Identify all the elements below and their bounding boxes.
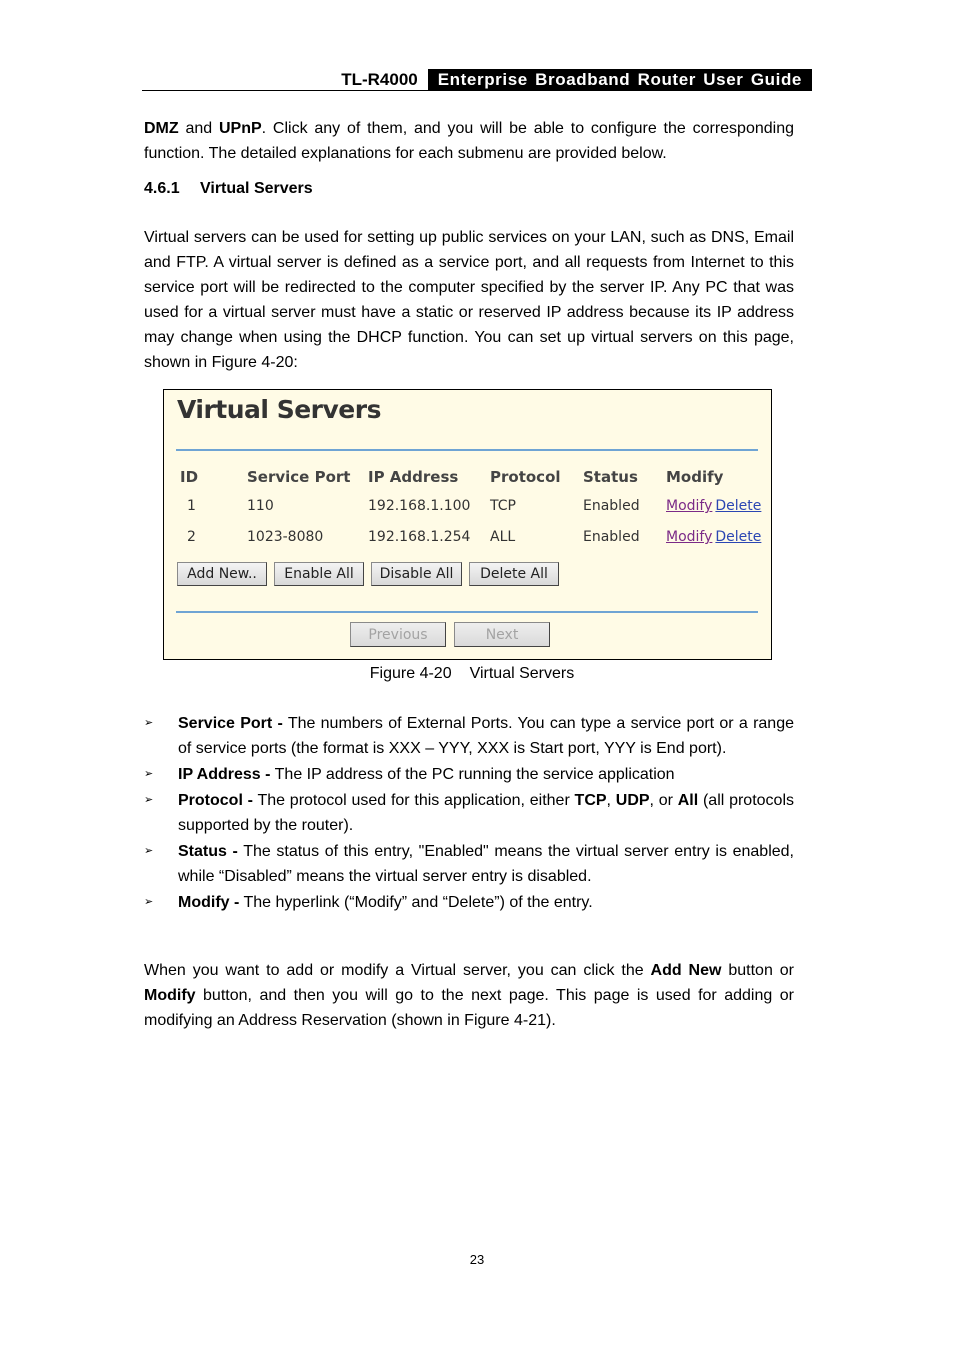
list-item-modify — [144, 890, 794, 915]
row-2-protocol: ALL — [490, 529, 516, 545]
intro-upnp: UPnP — [218, 120, 262, 137]
term-modify: Modify - — [178, 894, 240, 911]
intro-dmz: DMZ — [144, 120, 179, 137]
top-divider — [176, 449, 758, 451]
row-2-modify-link[interactable]: Modify — [666, 529, 713, 545]
intro-rest: . Click any of them, and you will be able to configure the corresponding function. The detailed explanations for each submenu are provided below. — [144, 120, 794, 162]
intro-paragraph — [144, 116, 794, 166]
row-1-id: 1 — [187, 498, 196, 514]
row-1-protocol: TCP — [490, 498, 516, 514]
desc-protocol-part2: (all protocols supported by the router). — [178, 792, 794, 834]
row-2-status: Enabled — [583, 529, 640, 545]
term-ip-address: IP Address - — [178, 766, 271, 783]
header-guide-title: Enterprise Broadband Router User Guide — [428, 69, 812, 90]
protocol-or: , or — [649, 792, 678, 809]
row-2-id: 2 — [187, 529, 196, 545]
bottom-divider — [176, 611, 758, 613]
column-header-id: ID — [180, 468, 199, 486]
column-header-service-port: Service Port — [247, 468, 351, 486]
caption-label: Figure 4-20 — [369, 665, 452, 682]
closing-part2: button or — [721, 962, 794, 979]
term-protocol: Protocol - — [178, 792, 253, 809]
closing-paragraph — [144, 958, 794, 1033]
next-button[interactable]: Next — [454, 622, 550, 647]
column-header-ip-address: IP Address — [368, 468, 459, 486]
row-1-ip-address: 192.168.1.100 — [368, 498, 471, 514]
row-2-delete-link[interactable]: Delete — [715, 529, 762, 545]
disable-all-button[interactable]: Disable All — [371, 562, 462, 586]
bullet-arrow-icon: ➢ — [144, 845, 154, 857]
bullet-arrow-icon: ➢ — [144, 794, 154, 806]
row-2-ip-address: 192.168.1.254 — [368, 529, 471, 545]
figure-caption — [0, 665, 944, 683]
section-title: Virtual Servers — [200, 180, 313, 197]
caption-title: Virtual Servers — [469, 665, 575, 682]
list-item-service-port — [144, 711, 794, 761]
bullet-arrow-icon: ➢ — [144, 717, 154, 729]
desc-status: The status of this entry, "Enabled" means the virtual server entry is enabled, while “Disabled” means the virtual server entry is disabled. — [178, 843, 795, 885]
section-heading — [144, 180, 313, 198]
row-1-status: Enabled — [583, 498, 640, 514]
row-1-modify-link[interactable]: Modify — [666, 498, 713, 514]
desc-modify: The hyperlink (“Modify” and “Delete”) of the entry. — [239, 894, 593, 911]
virtual-servers-screenshot — [163, 389, 772, 660]
header-model: TL-R4000 — [341, 70, 418, 89]
closing-part3: button, and then you will go to the next page. This page is used for adding or modifying an Address Reservation (shown in Figure 4-21). — [144, 987, 794, 1029]
row-1-actions — [666, 498, 761, 514]
intro-and: and — [178, 120, 219, 137]
row-1-service-port: 110 — [247, 498, 274, 514]
field-descriptions-list — [144, 711, 794, 916]
closing-part1: When you want to add or modify a Virtual server, you can click the — [144, 962, 651, 979]
column-header-modify: Modify — [666, 468, 724, 486]
desc-protocol-part1: The protocol used for this application, either — [252, 792, 575, 809]
list-item-protocol — [144, 788, 794, 838]
row-1-delete-link[interactable]: Delete — [715, 498, 762, 514]
virtual-servers-title: Virtual Servers — [177, 395, 381, 424]
protocol-tcp: TCP — [574, 792, 607, 809]
list-item-status — [144, 839, 794, 889]
protocol-comma: , — [606, 792, 616, 809]
protocol-all: All — [677, 792, 699, 809]
closing-add-new: Add New — [650, 962, 722, 979]
previous-button[interactable]: Previous — [350, 622, 446, 647]
column-header-status: Status — [583, 468, 638, 486]
row-2-actions — [666, 529, 761, 545]
bullet-arrow-icon: ➢ — [144, 896, 154, 908]
add-new-button[interactable]: Add New.. — [177, 562, 267, 586]
bullet-arrow-icon: ➢ — [144, 768, 154, 780]
term-service-port: Service Port - — [178, 715, 283, 732]
closing-modify: Modify — [144, 987, 196, 1004]
desc-service-port: The numbers of External Ports. You can type a service port or a range of service ports (the format is XXX – YYY, XXX is Start port, YYY is End port). — [178, 715, 795, 757]
page-number: 23 — [469, 1252, 485, 1267]
row-2-service-port: 1023-8080 — [247, 529, 324, 545]
column-header-protocol: Protocol — [490, 468, 561, 486]
protocol-udp: UDP — [615, 792, 650, 809]
delete-all-button[interactable]: Delete All — [469, 562, 559, 586]
section-number: 4.6.1 — [144, 180, 180, 197]
list-item-ip-address — [144, 762, 794, 787]
term-status: Status - — [178, 843, 238, 860]
enable-all-button[interactable]: Enable All — [274, 562, 364, 586]
page-header — [142, 68, 812, 91]
desc-ip-address: The IP address of the PC running the service application — [270, 766, 675, 783]
description-paragraph: Virtual servers can be used for setting up public services on your LAN, such as DNS, Email and FTP. A virtual server is defined as a service port, and all requests from Internet to this service port will be redirected to the computer specified by the server IP. Any PC that was used for a virtual server must have a static or reserved IP address because its IP address may change when using the DHCP function. You can set up virtual servers on this page, shown in Figure 4-20: — [144, 229, 794, 371]
